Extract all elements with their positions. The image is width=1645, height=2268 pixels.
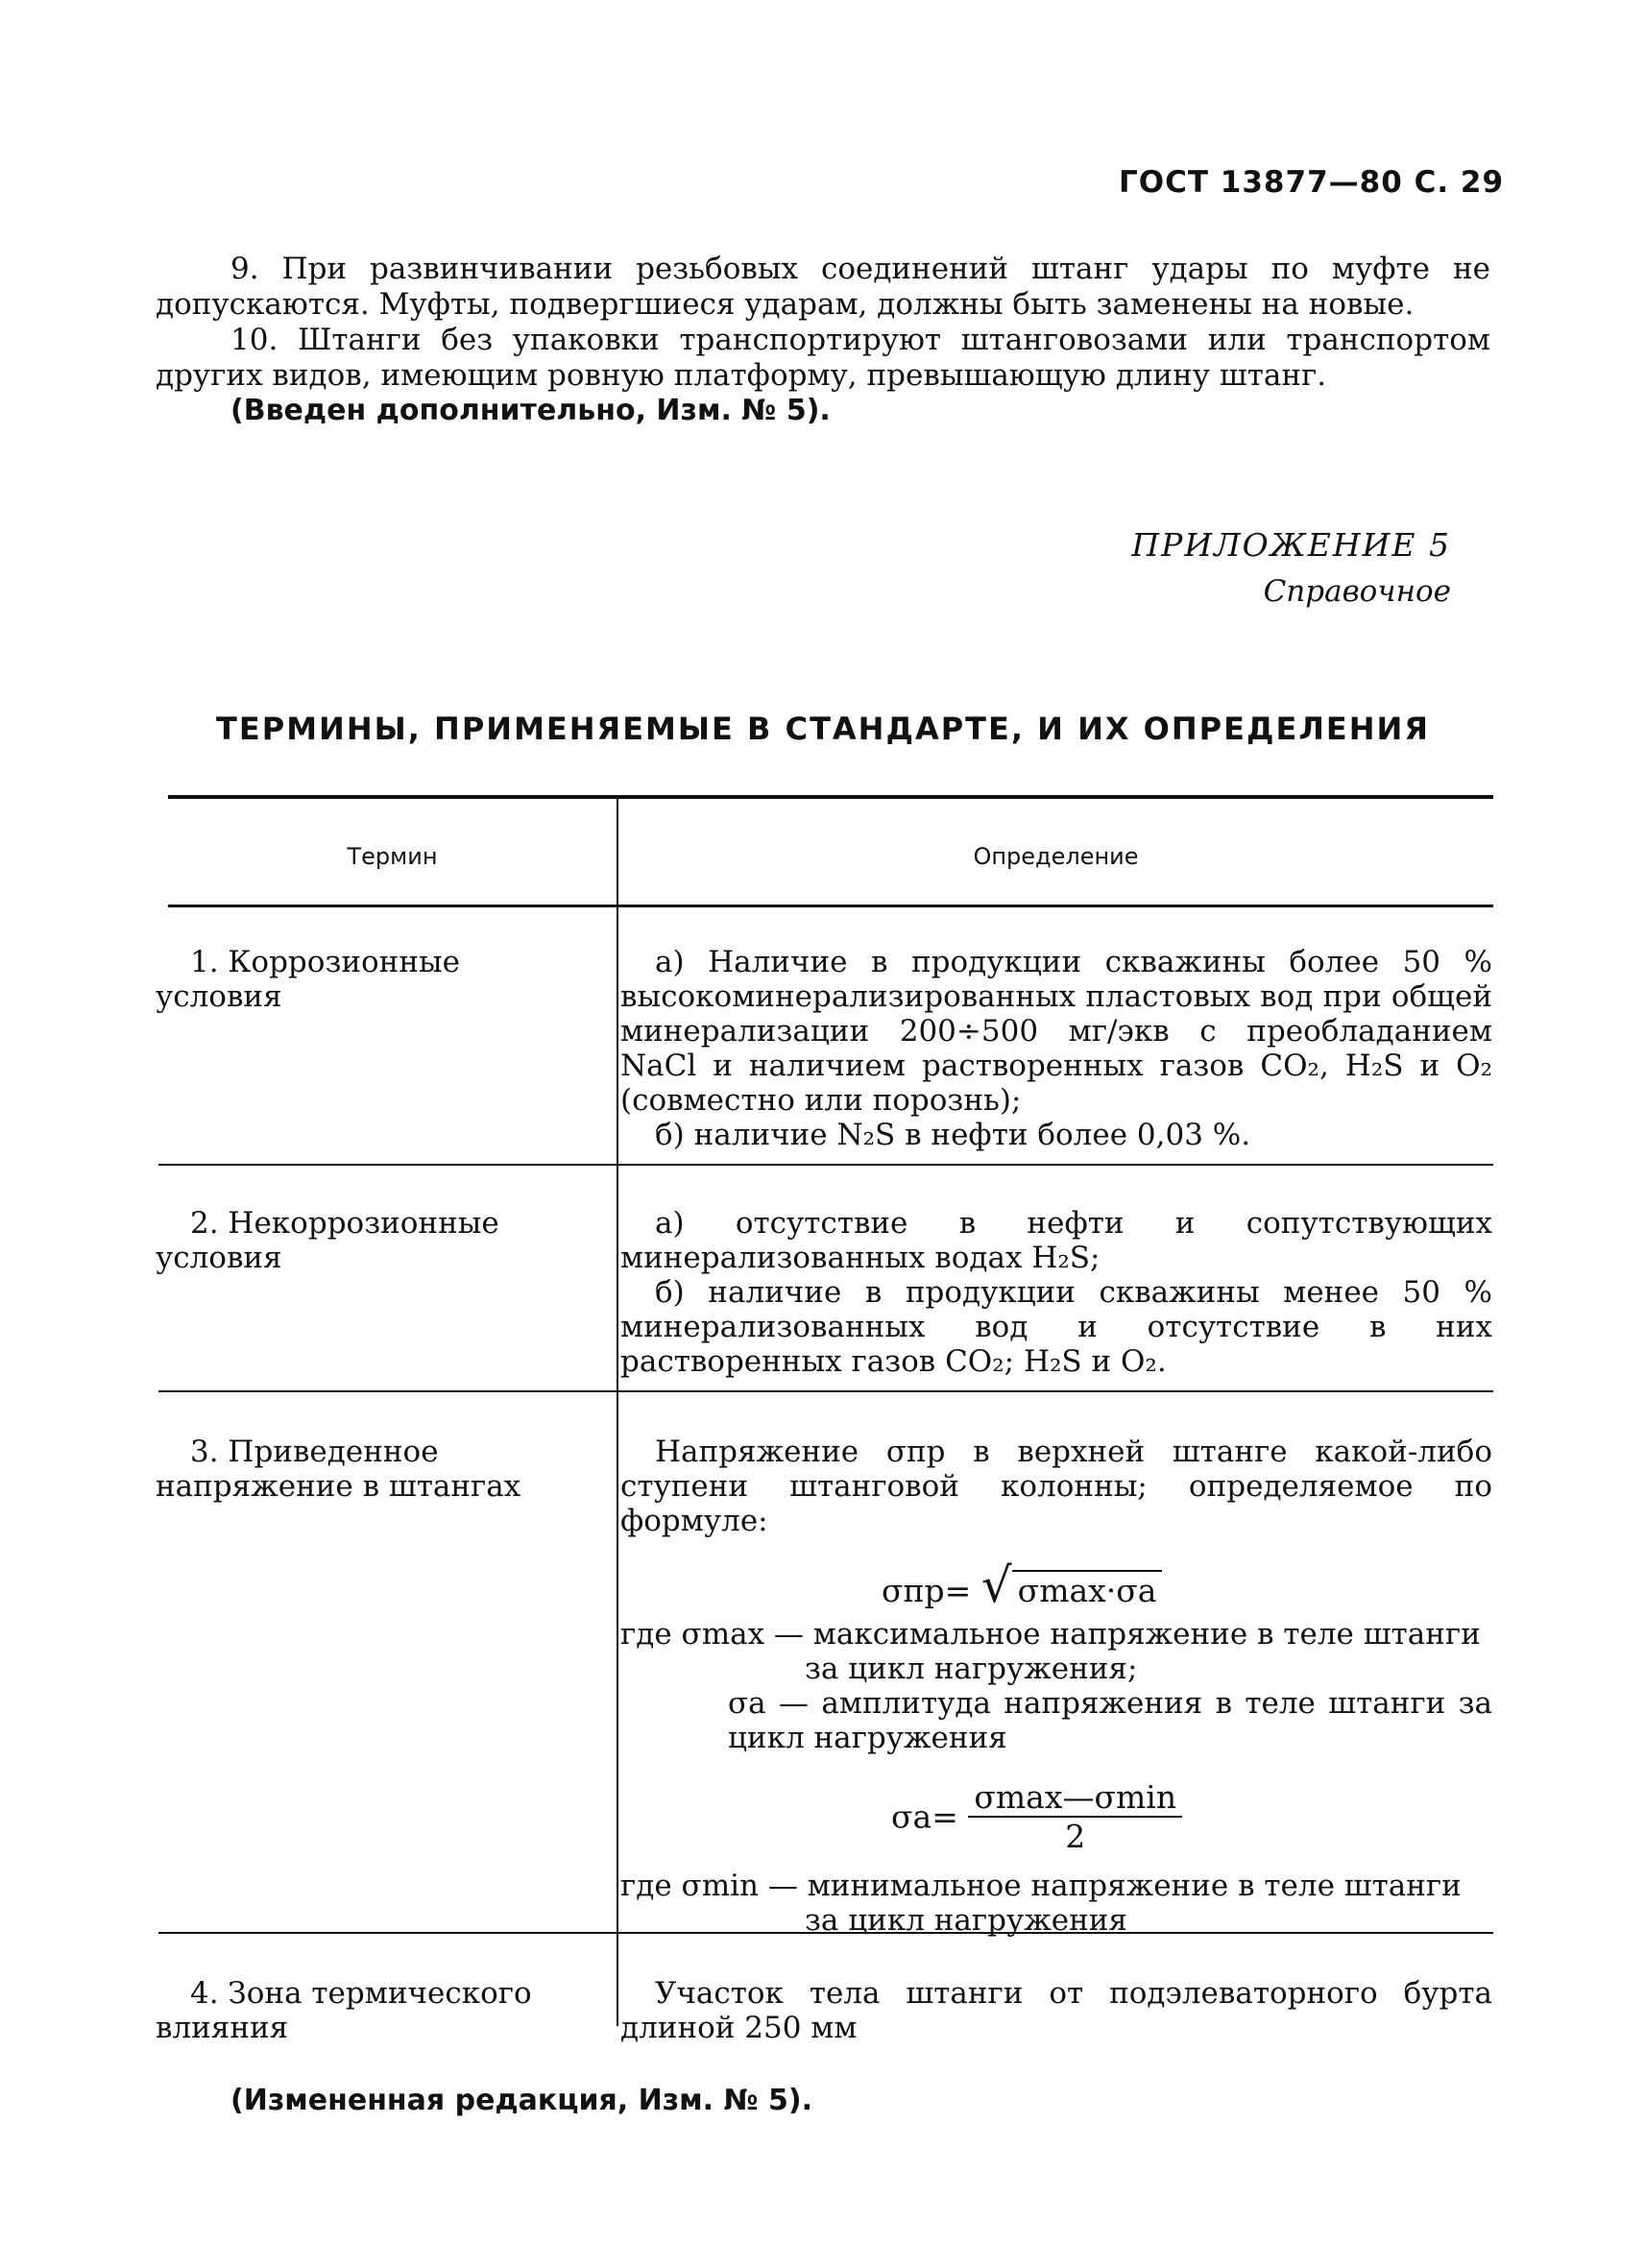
where-2-text: амплитуда напряжения в теле штанги за цикл нагружения	[728, 1686, 1493, 1755]
formula-2-numerator: σmax—σmin	[968, 1778, 1182, 1818]
formula-2-denominator: 2	[1065, 1818, 1086, 1855]
page-header: ГОСТ 13877—80 С. 29	[1119, 165, 1505, 200]
table-column-divider	[617, 799, 618, 2026]
formula-reduced-stress	[882, 1557, 1162, 1613]
table-header-rule	[168, 905, 1493, 907]
definition-2	[620, 1206, 1492, 1379]
table-title: ТЕРМИНЫ, ПРИМЕНЯЕМЫЕ В СТАНДАРТЕ, И ИХ ОПРЕДЕЛЕНИЯ	[216, 711, 1430, 747]
where-2-prefix: σa —	[728, 1686, 809, 1721]
paragraph-9: 9. При развинчивании резьбовых соединений штанг удары по муфте не допускаются. Муфты, подвергшиеся ударам, должны быть заменены на новые.	[156, 252, 1490, 322]
row-divider-1	[158, 1164, 1493, 1166]
formula-2-lhs: σa=	[891, 1798, 958, 1836]
definition-1	[620, 945, 1492, 1152]
definition-1-a: а) Наличие в продукции скважины более 50 % высокоминерализированных пластовых вод при общей минерализации 200÷500 мг/экв с преобладанием NaCl и наличием растворенных газов CO₂, H₂S и O₂ (совместно или порознь);	[620, 945, 1492, 1118]
term-3: 3. Приведенное напряжение в штангах	[156, 1435, 521, 1504]
radical-icon: √	[980, 1557, 1012, 1613]
definition-3-where-1	[620, 1617, 1492, 1686]
where-1-text: максимальное напряжение в теле штанги за цикл нагружения;	[805, 1617, 1481, 1686]
definition-3-intro: Напряжение σпр в верхней штанге какой-либо ступени штанговой колонны; определяемое по формуле:	[620, 1435, 1492, 1538]
note-changed: (Измененная редакция, Изм. № 5).	[230, 2084, 813, 2117]
where-3-prefix: где σmin —	[620, 1869, 798, 1903]
paragraph-10: 10. Штанги без упаковки транспортируют штанговозами или транспортом других видов, имеющим ровную платформу, превышающую длину штанг.	[156, 323, 1490, 393]
definition-1-b: б) наличие N₂S в нефти более 0,03 %.	[655, 1118, 1251, 1152]
table-top-rule	[168, 795, 1493, 799]
row-divider-2	[158, 1390, 1493, 1392]
formula-1-root: σmax·σa	[1012, 1570, 1163, 1609]
note-added: (Введен дополнительно, Изм. № 5).	[230, 394, 831, 427]
column-header-term: Термин	[347, 843, 438, 870]
formula-amplitude	[891, 1778, 1182, 1855]
definition-2-b: б) наличие в продукции скважины менее 50 % минерализованных вод и отсутствие в них растворенных газов CO₂; H₂S и O₂.	[620, 1275, 1492, 1379]
term-2: 2. Некоррозионные условия	[156, 1206, 499, 1275]
column-header-definition: Определение	[973, 843, 1139, 870]
appendix-title: ПРИЛОЖЕНИЕ 5	[1131, 526, 1451, 564]
definition-3-where-2	[620, 1686, 1492, 1755]
term-4: 4. Зона термического влияния	[156, 1976, 532, 2045]
appendix-type: Справочное	[1263, 574, 1451, 609]
where-1-prefix: где σmax —	[620, 1617, 804, 1652]
formula-2-fraction	[968, 1778, 1182, 1855]
definition-2-a: а) отсутствие в нефти и сопутствующих минерализованных водах H₂S;	[620, 1206, 1492, 1275]
formula-1-lhs: σпр=	[882, 1572, 972, 1609]
definition-3-where-3	[620, 1869, 1492, 1938]
term-1: 1. Коррозионные условия	[156, 945, 461, 1014]
definition-4: Участок тела штанги от подэлеваторного бурта длиной 250 мм	[620, 1976, 1492, 2045]
where-3-text: минимальное напряжение в теле штанги за цикл нагружения	[805, 1869, 1462, 1938]
